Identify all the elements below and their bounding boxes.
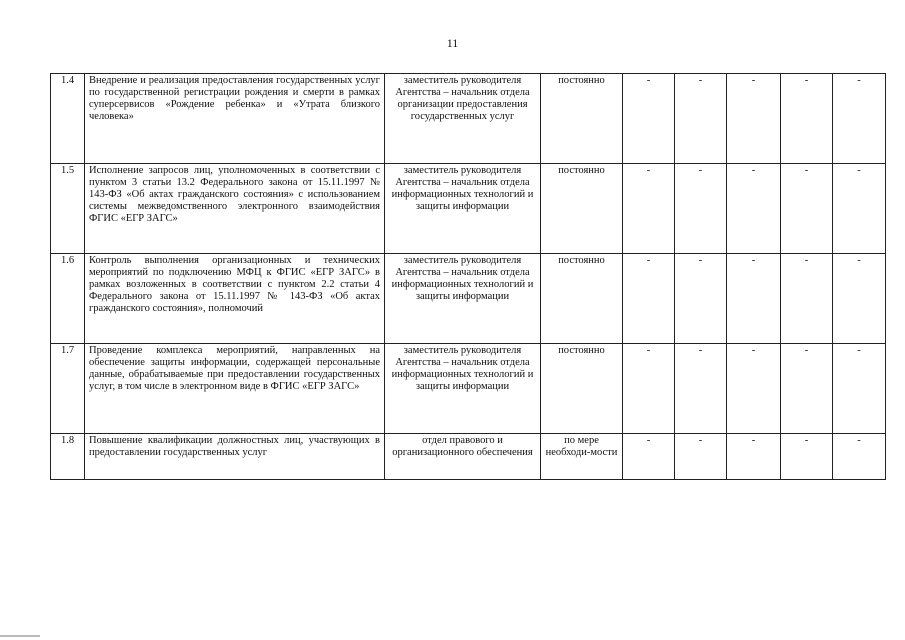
- row-value: -: [623, 74, 675, 164]
- page-number: 11: [446, 36, 459, 50]
- table-row: [51, 74, 886, 164]
- row-number: 1.5: [51, 164, 85, 254]
- row-responsible: отдел правового и организационного обеспечения: [385, 434, 541, 480]
- row-value: -: [623, 344, 675, 434]
- row-value: -: [623, 254, 675, 344]
- row-value: -: [623, 164, 675, 254]
- row-description: Повышение квалификации должностных лиц, участвующих в предоставлении государственных услуг: [85, 434, 385, 480]
- row-value: -: [727, 344, 781, 434]
- row-number: 1.7: [51, 344, 85, 434]
- row-term: постоянно: [541, 164, 623, 254]
- row-responsible: заместитель руководителя Агентства – начальник отдела информационных технологий и защиты информации: [385, 164, 541, 254]
- row-value: -: [781, 164, 833, 254]
- table-row: [51, 344, 886, 434]
- row-value: -: [675, 344, 727, 434]
- scan-edge-mark: [0, 635, 40, 637]
- row-value: -: [833, 344, 886, 434]
- row-value: -: [833, 254, 886, 344]
- row-value: -: [781, 344, 833, 434]
- row-value: -: [727, 164, 781, 254]
- row-description: Контроль выполнения организационных и технических мероприятий по подключению МФЦ к ФГИС «ЕГР ЗАГС» в рамках возложенных в соответствии с пунктом 2.2 статьи 4 Федерального закона от 15.11.1997 № 143-ФЗ «Об актах гражданского состояния», полномочий: [85, 254, 385, 344]
- plan-table: [50, 73, 886, 480]
- row-value: -: [781, 74, 833, 164]
- row-term: постоянно: [541, 74, 623, 164]
- row-value: -: [727, 74, 781, 164]
- row-value: -: [833, 164, 886, 254]
- row-description: Исполнение запросов лиц, уполномоченных в соответствии с пунктом 3 статьи 13.2 Федерального закона от 15.11.1997 № 143-ФЗ «Об актах гражданского состояния» с использованием системы межведомственного электронного взаимодействия ФГИС «ЕГР ЗАГС»: [85, 164, 385, 254]
- row-number: 1.6: [51, 254, 85, 344]
- row-value: -: [675, 254, 727, 344]
- row-responsible: заместитель руководителя Агентства – начальник отдела информационных технологий и защиты информации: [385, 254, 541, 344]
- row-value: -: [727, 254, 781, 344]
- row-value: -: [675, 74, 727, 164]
- row-description: Проведение комплекса мероприятий, направленных на обеспечение защиты информации, содержащей персональные данные, обрабатываемые при предоставлении государственных услуг, в том числе в электронном виде в ФГИС «ЕГР ЗАГС»: [85, 344, 385, 434]
- table-row: [51, 164, 886, 254]
- row-value: -: [727, 434, 781, 480]
- row-term: постоянно: [541, 344, 623, 434]
- row-description: Внедрение и реализация предоставления государственных услуг по государственной регистрации рождения и смерти в рамках суперсервисов «Рождение ребенка» и «Утрата близкого человека»: [85, 74, 385, 164]
- row-value: -: [675, 434, 727, 480]
- row-number: 1.4: [51, 74, 85, 164]
- row-value: -: [833, 74, 886, 164]
- row-value: -: [675, 164, 727, 254]
- row-value: -: [833, 434, 886, 480]
- row-responsible: заместитель руководителя Агентства – начальник отдела информационных технологий и защиты информации: [385, 344, 541, 434]
- row-term: по мере необходи-мости: [541, 434, 623, 480]
- row-term: постоянно: [541, 254, 623, 344]
- table-row: [51, 434, 886, 480]
- table-row: [51, 254, 886, 344]
- row-value: -: [781, 434, 833, 480]
- row-number: 1.8: [51, 434, 85, 480]
- row-responsible: заместитель руководителя Агентства – начальник отдела организации предоставления государственных услуг: [385, 74, 541, 164]
- row-value: -: [781, 254, 833, 344]
- row-value: -: [623, 434, 675, 480]
